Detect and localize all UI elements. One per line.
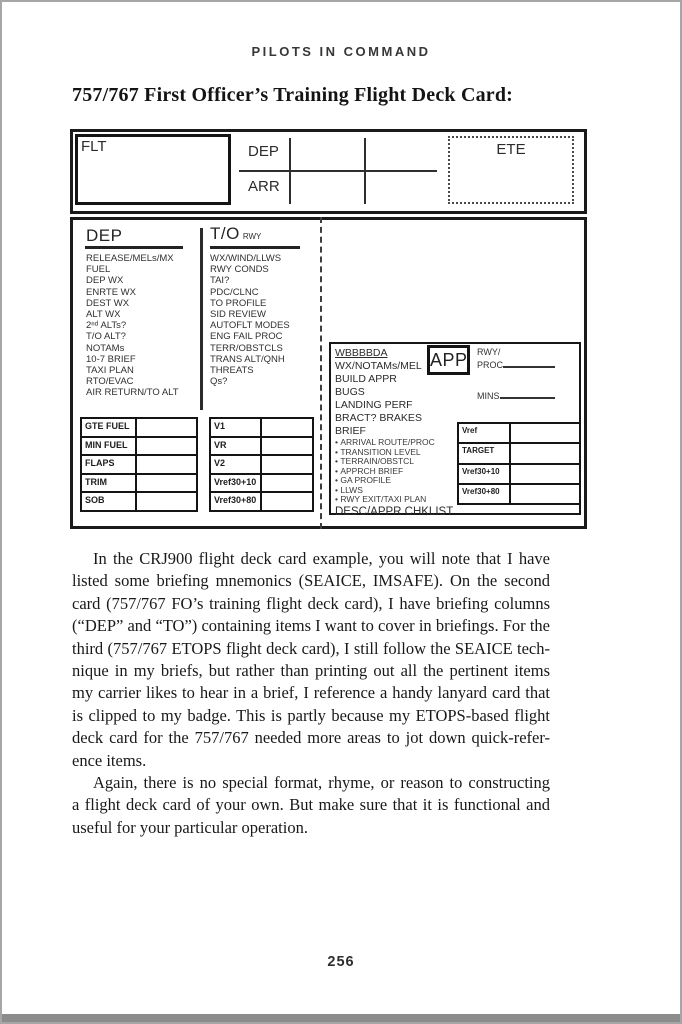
table-row <box>211 438 312 457</box>
approach-item: BRACT? BRAKES <box>335 412 422 424</box>
table-value-cell <box>137 438 196 455</box>
to-brief-item: PDC/CLNC <box>210 286 259 298</box>
dashed-divider-line <box>320 217 322 529</box>
fuel-table <box>80 417 198 512</box>
dep-brief-item: 10-7 BRIEF <box>86 353 136 365</box>
grid-vline-2 <box>364 138 366 204</box>
to-brief-item: RWY CONDS <box>210 264 269 276</box>
table-row <box>211 475 312 494</box>
table-row <box>82 456 196 475</box>
to-brief-item: TAI? <box>210 275 230 287</box>
table-row <box>211 493 312 510</box>
dep-brief-item: RELEASE/MELs/MX <box>86 253 174 264</box>
text-line: useful for your particular operation. <box>72 817 308 837</box>
flight-card-top <box>70 129 587 214</box>
table-label-cell: FLAPS <box>82 456 137 473</box>
table-value-cell <box>137 419 196 436</box>
approach-item: LANDING PERF <box>335 399 413 411</box>
text-line: listed some briefing mnemonics (SEAICE, IMSAFE). On the second <box>72 571 550 591</box>
to-brief-item: TO PROFILE <box>210 297 267 309</box>
app-badge-box <box>427 345 470 375</box>
table-label-cell: Vref30+10 <box>211 475 262 492</box>
table-row <box>459 424 579 444</box>
dep-title-rule <box>85 246 183 249</box>
approach-bullet-item: • GA PROFILE <box>335 476 453 486</box>
table-label-cell: GTE FUEL <box>82 419 137 436</box>
table-row <box>459 485 579 503</box>
approach-item: BUGS <box>335 386 365 398</box>
approach-mnemonic: WBBBBDA <box>335 347 388 359</box>
dep-brief-item: ENRTE WX <box>86 286 136 298</box>
approach-bullets <box>335 438 453 505</box>
table-value-cell <box>262 419 312 436</box>
to-brief-item: THREATS <box>210 365 254 377</box>
table-value-cell <box>137 456 196 473</box>
dep-brief-item: T/O ALT? <box>86 331 126 343</box>
text-line: nique in my briefs, but rather than printing out all the pertinent items <box>72 661 550 681</box>
table-label-cell: VR <box>211 438 262 455</box>
proc-label: PROC <box>477 360 504 370</box>
dep-arr-divider-line <box>239 170 437 172</box>
to-brief-item: ENG FAIL PROC <box>210 331 283 343</box>
text-line: deck card for the 757/767 needed more areas to jot down quick-refer- <box>72 728 550 748</box>
approach-item: BUILD APPR <box>335 373 397 385</box>
ete-box <box>448 136 574 204</box>
text-line: is clipped to my badge. This is partly because my ETOPS-based flight <box>72 705 550 725</box>
table-label-cell: MIN FUEL <box>82 438 137 455</box>
vspeed-table <box>209 417 314 512</box>
table-value-cell <box>262 493 312 510</box>
vref-table <box>457 422 581 505</box>
flight-card-main <box>70 217 587 529</box>
arr-label: ARR <box>248 178 280 195</box>
table-row <box>82 493 196 510</box>
text-line: ence items. <box>72 750 147 770</box>
text-line: a flight deck card of your own. But make sure that it is functional and <box>72 795 550 815</box>
paragraph-2 <box>72 772 550 839</box>
table-row <box>82 419 196 438</box>
table-row <box>459 444 579 464</box>
proc-blank-line <box>503 359 555 368</box>
text-line: card (757/767 FO’s training flight deck card), I have briefing columns <box>72 593 550 613</box>
table-row <box>82 475 196 494</box>
dep-brief-item: NOTAMs <box>86 342 125 354</box>
table-value-cell <box>511 485 579 503</box>
to-brief-list <box>210 253 290 387</box>
to-brief-item: AUTOFLT MODES <box>210 320 290 332</box>
approach-bullet-item: • TERRAIN/OBSTCL <box>335 457 453 467</box>
table-row <box>211 456 312 475</box>
table-value-cell <box>262 438 312 455</box>
mins-blank-line <box>500 390 555 399</box>
approach-bullet-item: • TRANSITION LEVEL <box>335 448 453 458</box>
dep-column-title: DEP <box>86 226 123 245</box>
approach-bullet-item: • APPRCH BRIEF <box>335 467 453 477</box>
to-title-rule <box>210 246 300 249</box>
page-number: 256 <box>327 954 355 970</box>
table-row <box>82 438 196 457</box>
to-column-title: T/O RWY <box>210 224 262 243</box>
to-brief-item: SID REVIEW <box>210 309 266 321</box>
dep-brief-item: DEP WX <box>86 275 124 287</box>
approach-section-box <box>329 342 581 518</box>
text-line: In the CRJ900 flight deck card example, you will note that I have <box>93 549 550 568</box>
approach-footer: DESC/APPR CHKLIST <box>335 505 454 518</box>
grid-vline-1 <box>289 138 291 204</box>
table-label-cell: TARGET <box>459 444 511 462</box>
approach-item: WX/NOTAMs/MEL <box>335 360 422 372</box>
table-label-cell: V1 <box>211 419 262 436</box>
table-label-cell: TRIM <box>82 475 137 492</box>
text-line: my carrier likes to hear in a brief, I reference a handy lanyard card that <box>72 683 550 703</box>
table-row <box>459 465 579 485</box>
page-bottom-edge <box>2 1014 680 1022</box>
section-heading: 757/767 First Officer’s Training Flight Deck Card: <box>72 84 514 106</box>
dep-brief-item: DEST WX <box>86 297 130 309</box>
body-text <box>72 548 550 839</box>
table-label-cell: SOB <box>82 493 137 510</box>
table-value-cell <box>262 475 312 492</box>
flt-box <box>75 134 231 205</box>
dep-brief-item: FUEL <box>86 264 111 276</box>
flt-label: FLT <box>81 138 107 155</box>
approach-bullet-item: • RWY EXIT/TAXI PLAN <box>335 495 453 505</box>
ete-label: ETE <box>496 141 526 158</box>
column-divider-line <box>200 228 203 410</box>
mins-field <box>477 386 555 404</box>
table-label-cell: Vref30+80 <box>459 485 511 503</box>
mins-label: MINS <box>477 391 500 401</box>
dep-brief-item: AIR RETURN/TO ALT <box>86 387 179 399</box>
to-brief-item: Qs? <box>210 376 228 388</box>
approach-bullet-item: • ARRIVAL ROUTE/PROC <box>335 438 453 448</box>
text-line: (“DEP” and “TO”) containing items I want to cover in briefings. For the <box>72 616 550 636</box>
dep-brief-item: 2ⁿᵈ ALTs? <box>86 320 127 332</box>
table-row <box>211 419 312 438</box>
table-label-cell: Vref30+80 <box>211 493 262 510</box>
approach-item: BRIEF <box>335 425 366 437</box>
table-label-cell: V2 <box>211 456 262 473</box>
to-brief-item: WX/WIND/LLWS <box>210 253 282 264</box>
table-label-cell: Vref30+10 <box>459 465 511 483</box>
paragraph-1 <box>72 548 550 772</box>
table-value-cell <box>511 465 579 483</box>
table-value-cell <box>511 444 579 462</box>
rwy-label: RWY/ <box>477 347 501 357</box>
table-value-cell <box>262 456 312 473</box>
text-line: Again, there is no special format, rhyme, or reason to constructing <box>93 773 550 793</box>
table-value-cell <box>137 475 196 492</box>
text-line: third (757/767 ETOPS flight deck card), I still follow the SEAICE tech- <box>72 638 550 658</box>
table-value-cell <box>511 424 579 442</box>
table-label-cell: Vref <box>459 424 511 442</box>
approach-bullet-item: • LLWS <box>335 486 453 496</box>
app-badge-label: APP <box>430 350 468 370</box>
table-value-cell <box>137 493 196 510</box>
dep-brief-item: ALT WX <box>86 309 121 321</box>
to-brief-item: TERR/OBSTCLS <box>210 342 283 354</box>
dep-brief-item: RTO/EVAC <box>86 376 134 388</box>
dep-brief-item: TAXI PLAN <box>86 365 134 377</box>
dep-label: DEP <box>248 143 279 160</box>
rwy-proc-field <box>477 347 555 371</box>
to-brief-item: TRANS ALT/QNH <box>210 353 285 365</box>
running-head: PILOTS IN COMMAND <box>251 44 431 59</box>
dep-brief-list <box>86 253 179 399</box>
